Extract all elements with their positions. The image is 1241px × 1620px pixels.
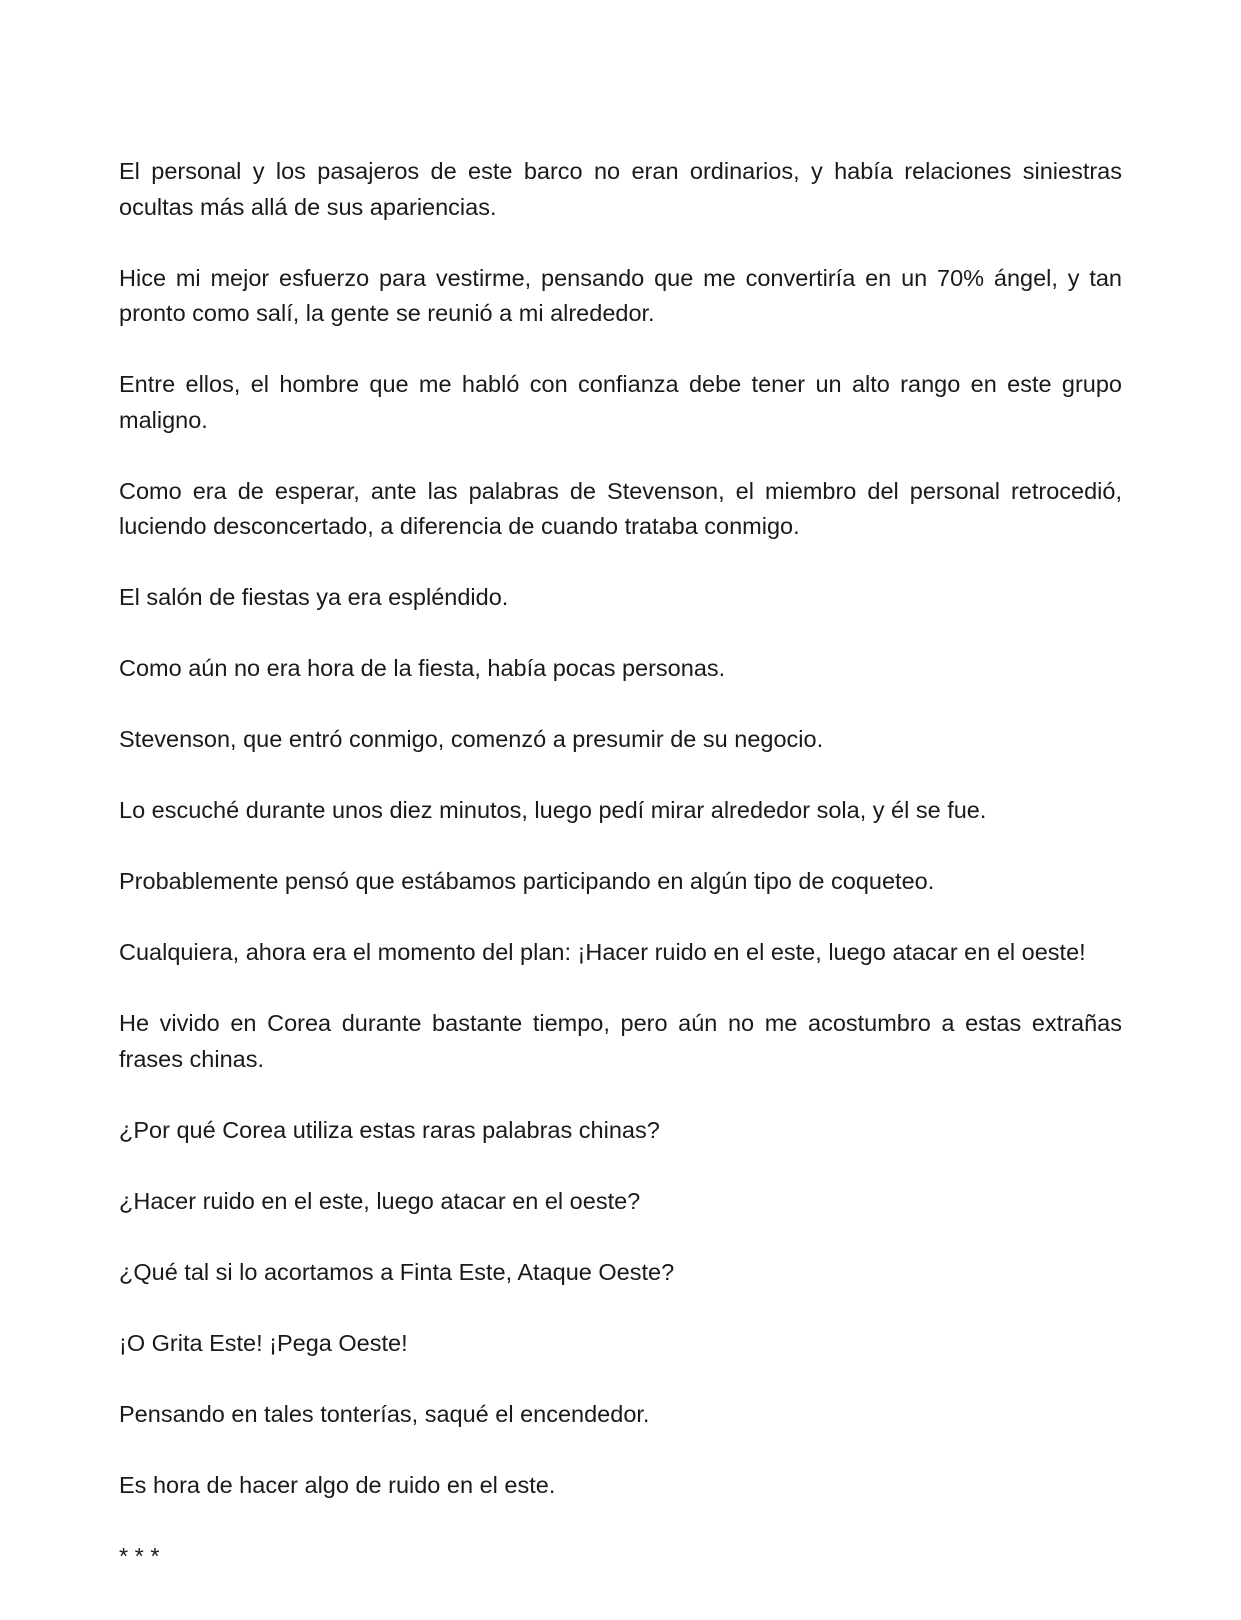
paragraph: Hice mi mejor esfuerzo para vestirme, pensando que me convertiría en un 70% ángel, y tan pronto como salí, la gente se reunió a mi alrededor. (119, 264, 1122, 326)
paragraph: Es hora de hacer algo de ruido en el este. (119, 1471, 556, 1498)
paragraph: Pensando en tales tonterías, saqué el encendedor. (119, 1400, 650, 1427)
paragraph: Como era de esperar, ante las palabras de Stevenson, el miembro del personal retrocedió, luciendo desconcertado, a diferencia de cuando trataba conmigo. (119, 477, 1122, 539)
paragraph: Lo escuché durante unos diez minutos, luego pedí mirar alrededor sola, y él se fue. (119, 797, 987, 823)
paragraph: ¿Por qué Corea utiliza estas raras palabras chinas? (119, 1116, 660, 1143)
paragraph: El personal y los pasajeros de este barco no eran ordinarios, y había relaciones siniestras ocultas más allá de sus apariencias. (119, 158, 1122, 220)
paragraph: ¿Hacer ruido en el este, luego atacar en el oeste? (119, 1187, 641, 1214)
paragraph: He vivido en Corea durante bastante tiempo, pero aún no me acostumbro a estas extrañas frases chinas. (119, 1010, 1122, 1072)
paragraph: Probablemente pensó que estábamos participando en algún tipo de coqueteo. (119, 868, 935, 894)
section-break: * * * (119, 1542, 160, 1569)
paragraph: Entre ellos, el hombre que me habló con confianza debe tener un alto rango en este grupo maligno. (119, 371, 1122, 433)
paragraph: Como aún no era hora de la fiesta, había pocas personas. (119, 655, 726, 681)
paragraph: ¡O Grita Este! ¡Pega Oeste! (119, 1329, 408, 1356)
paragraph: Stevenson, que entró conmigo, comenzó a presumir de su negocio. (119, 726, 824, 752)
paragraph: Cualquiera, ahora era el momento del plan: ¡Hacer ruido en el este, luego atacar en el oeste! (119, 939, 1086, 965)
document-body (119, 154, 1122, 1574)
paragraph: El salón de fiestas ya era espléndido. (119, 584, 509, 610)
paragraph: ¿Qué tal si lo acortamos a Finta Este, Ataque Oeste? (119, 1258, 675, 1285)
